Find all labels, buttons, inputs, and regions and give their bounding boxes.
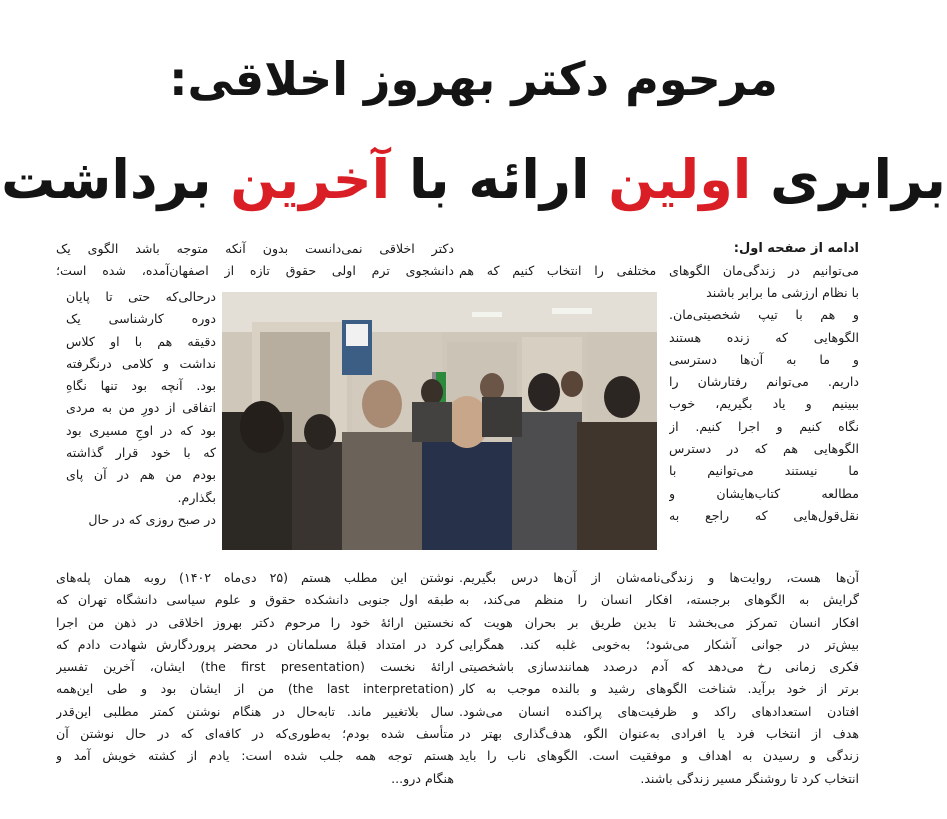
text-line: هستم توجه همه جلب شده است: یادم از کشته خویش آمد و: [56, 748, 454, 764]
text-line: برتر از خود برآید. شناخت الگوهای رشید و بالنده موجب به کار: [459, 681, 859, 697]
text-fragment: ) من از ایشان بود و طی این‌همه: [56, 681, 293, 697]
text-line: سال بلاتغییر ماند. تابه‌حال در هنگام نوشتن کمتر مطلبی این‌قدر: [56, 703, 454, 719]
text-line: دوره کارشناسی یک: [66, 311, 216, 327]
text-line: دانشجوی ترم اولی حقوق تازه از اصفهان‌آمده، شده است؛: [56, 263, 454, 279]
headline-word: ارائه با: [409, 148, 590, 211]
text-line: بود که در اوجِ مسیری بود: [66, 422, 216, 438]
text-line: هنگام درو...: [391, 770, 454, 786]
text-line: بگذارم.: [177, 489, 216, 505]
text-line: فکری زمانی رخ می‌دهد که آدم درصدد همانندسازی باشخصیتی: [459, 659, 859, 675]
text-line: الگوهایی که زنده هستند: [669, 329, 859, 345]
text-line: که با خود قرار گذاشته: [66, 445, 216, 461]
latin-phrase: the first presentation: [205, 659, 360, 675]
text-fragment: (: [449, 681, 454, 697]
text-line: در صبح روزی که در حال: [88, 511, 216, 527]
event-photo: [222, 292, 657, 550]
latin-phrase: the last interpretation: [292, 681, 450, 697]
text-line: نخستین ارائهٔ خود را مرحوم دکتر بهروز اخلاقی در ذهن من اجرا: [56, 614, 454, 630]
text-line: کرد در امتداد قبلهٔ مسلمانان در محضر پروردگارش شهادت دادم که: [56, 636, 454, 652]
text-line: دکتر اخلاقی نمی‌دانست بدون آنکه متوجه باشد الگوی یک: [56, 241, 454, 256]
text-line: مطالعه کتاب‌هایشان و: [669, 485, 859, 501]
headline-highlight-last: آخرین: [230, 148, 391, 211]
text-line: آن‌ها هست، روایت‌ها و زندگی‌نامه‌شان از آن‌ها درس بگیریم.: [459, 570, 859, 585]
text-line-last-interpretation: [56, 678, 454, 700]
text-line: داریم. می‌توانم رفتارشان را: [669, 374, 859, 390]
text-line: می‌توانیم در زندگی‌مان الگوهای مختلفی را انتخاب کنیم که هم: [459, 263, 859, 279]
text-line: گرایش به الگوهای برجسته، افکار انسان را منظم می‌کند، به: [459, 592, 859, 608]
headline-highlight-first: اولین: [608, 148, 752, 211]
text-line: افتادن استعدادهای راکد و ظرفیت‌های پراکنده انسان می‌شود.: [459, 703, 859, 719]
text-line: انتخاب کرد تا روشنگر مسیر زندگی باشند.: [640, 770, 859, 786]
left-column-bottom: [56, 567, 454, 790]
text-line: الگوهایی هم که در دسترس: [669, 441, 859, 457]
text-line-first-presentation: [56, 656, 454, 678]
text-line: بیش‌تر در جوانی آشکار می‌شود؛ به‌خوبی غلبه کند. همگرایی: [459, 636, 859, 652]
headline-word: برابری: [770, 148, 946, 211]
text-line: نگاه کنیم و اجرا کنیم. از: [669, 418, 859, 434]
continued-heading: ادامه از صفحه اول:: [733, 241, 859, 256]
right-column-narrow: [669, 282, 859, 527]
text-line: و ما به آن‌ها دسترسی: [669, 351, 859, 367]
text-line: ما نیستند می‌توانیم با: [669, 463, 859, 479]
headline-line-1: مرحوم دکتر بهروز اخلاقی:: [169, 52, 778, 106]
text-line: اتفاقی از دورِ من به مردی: [66, 400, 216, 416]
left-column-side: [56, 286, 216, 531]
left-column-top: [56, 238, 454, 283]
text-line: نقل‌قول‌هایی که راجع به: [669, 507, 859, 523]
text-line: بودم من هم در آن پای: [66, 467, 216, 483]
text-line: دقیقه هم با او کلاس: [66, 333, 216, 349]
headline-line-2: [0, 148, 947, 211]
text-line: زندگی و رسیدن به اهداف و موفقیت است. الگوهای ناب را باید: [459, 748, 859, 764]
text-line: با نظام ارزشی ما برابر باشند: [706, 285, 859, 300]
right-column-bottom: [459, 567, 859, 790]
text-line: بود. آنچه بود تنها نگاهِ: [66, 378, 216, 394]
text-line: نداشت و کلامی درنگرفته: [66, 355, 216, 371]
text-line: و هم با تیپ شخصیتی‌مان.: [669, 307, 859, 323]
text-line: نوشتن این مطلب هستم (۲۵ دی‌ماه ۱۴۰۲) روبه همان پله‌های: [56, 570, 454, 585]
headline-word: برداشت: [1, 148, 212, 211]
text-fragment: ارائهٔ نخست (: [359, 659, 454, 675]
text-line: ببینیم و یاد بگیریم، خوب: [669, 396, 859, 412]
text-line: هدف از انتخاب فرد یا افرادی به‌عنوان الگو، هدف‌گذاری بهتر در: [459, 726, 859, 742]
right-column-top: [459, 238, 859, 283]
text-line: طبقه اول جنوبی دانشکده حقوق و علوم سیاسی دانشگاه تهران که: [56, 592, 454, 608]
text-fragment: ) ایشان، آخرین تفسیر: [56, 659, 206, 675]
text-line: درحالی‌که حتی تا پایان: [66, 289, 216, 304]
text-line: افکار انسان تمرکز می‌بخشد تا بدین طریق بر بحران هویت که: [459, 614, 859, 630]
text-line: متأسف شده بودم؛ به‌طوری‌که در کافه‌ای که در حال نوشتن آن: [56, 726, 454, 742]
